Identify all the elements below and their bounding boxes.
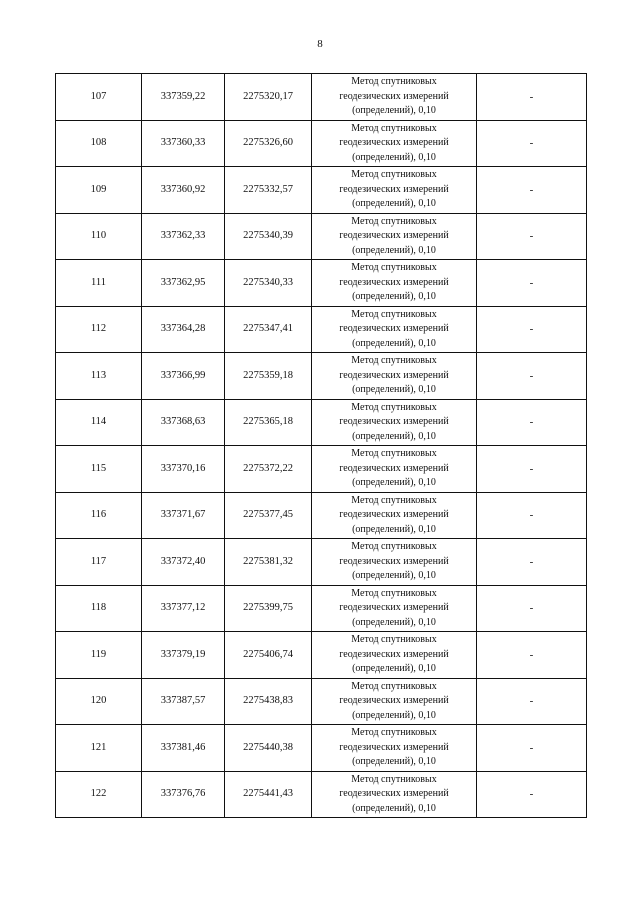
x-coordinate-cell: 337376,76 — [142, 771, 225, 818]
table-row — [56, 353, 587, 400]
x-coordinate-cell: 337372,40 — [142, 539, 225, 586]
method-text-line: геодезических измерений — [339, 183, 449, 195]
table-row — [56, 260, 587, 307]
point-number-cell: 110 — [56, 213, 142, 260]
table-row — [56, 399, 587, 446]
method-text-line: (определений), 0,10 — [352, 198, 436, 209]
error-cell: - — [477, 167, 587, 214]
y-coordinate-cell: 2275441,43 — [225, 771, 312, 818]
point-number-cell: 120 — [56, 678, 142, 725]
method-cell — [312, 725, 477, 772]
point-number-cell: 111 — [56, 260, 142, 307]
y-coordinate-cell: 2275372,22 — [225, 446, 312, 493]
method-text-line: Метод спутниковых — [351, 773, 437, 785]
table-row — [56, 585, 587, 632]
table-row — [56, 306, 587, 353]
x-coordinate-cell: 337362,95 — [142, 260, 225, 307]
table-row — [56, 678, 587, 725]
y-coordinate-cell: 2275406,74 — [225, 632, 312, 679]
y-coordinate-cell: 2275320,17 — [225, 74, 312, 121]
method-text-line: геодезических измерений — [339, 509, 449, 520]
y-coordinate-cell: 2275326,60 — [225, 120, 312, 167]
method-text-line: геодезических измерений — [339, 323, 449, 334]
x-coordinate-cell: 337360,92 — [142, 167, 225, 214]
method-text-line: (определений), 0,10 — [352, 291, 436, 302]
y-coordinate-cell: 2275365,18 — [225, 399, 312, 446]
error-cell: - — [477, 446, 587, 493]
y-coordinate-cell: 2275340,33 — [225, 260, 312, 307]
point-number-cell: 112 — [56, 306, 142, 353]
method-text-line: Метод спутниковых — [351, 355, 437, 366]
method-text-line: Метод спутниковых — [351, 680, 437, 692]
method-text-line: (определений), 0,10 — [352, 616, 436, 628]
method-cell — [312, 260, 477, 307]
method-text-line: Метод спутниковых — [351, 587, 437, 599]
point-number-cell: 119 — [56, 632, 142, 679]
method-text-line: (определений), 0,10 — [352, 337, 436, 349]
method-cell — [312, 353, 477, 400]
x-coordinate-cell: 337359,22 — [142, 74, 225, 121]
method-text-line: Метод спутниковых — [351, 541, 437, 552]
point-number-cell: 116 — [56, 492, 142, 539]
method-text-line: Метод спутниковых — [351, 401, 437, 413]
x-coordinate-cell: 337387,57 — [142, 678, 225, 725]
error-cell: - — [477, 260, 587, 307]
point-number-cell: 121 — [56, 725, 142, 772]
method-text-line: Метод спутниковых — [351, 727, 437, 738]
x-coordinate-cell: 337360,33 — [142, 120, 225, 167]
coordinates-table — [55, 73, 587, 818]
method-cell — [312, 167, 477, 214]
method-text-line: (определений), 0,10 — [352, 244, 436, 256]
method-text-line: геодезических измерений — [339, 648, 449, 660]
table-row — [56, 120, 587, 167]
error-cell: - — [477, 399, 587, 446]
method-text-line: (определений), 0,10 — [352, 477, 436, 488]
error-cell: - — [477, 120, 587, 167]
method-text-line: (определений), 0,10 — [352, 105, 436, 116]
y-coordinate-cell: 2275359,18 — [225, 353, 312, 400]
x-coordinate-cell: 337371,67 — [142, 492, 225, 539]
method-text-line: геодезических измерений — [339, 695, 449, 706]
x-coordinate-cell: 337364,28 — [142, 306, 225, 353]
method-cell — [312, 492, 477, 539]
method-cell — [312, 446, 477, 493]
error-cell: - — [477, 539, 587, 586]
method-text-line: (определений), 0,10 — [352, 756, 436, 767]
method-cell — [312, 771, 477, 818]
method-text-line: геодезических измерений — [339, 555, 449, 567]
error-cell: - — [477, 678, 587, 725]
error-cell: - — [477, 492, 587, 539]
y-coordinate-cell: 2275399,75 — [225, 585, 312, 632]
method-text-line: Метод спутниковых — [351, 448, 437, 459]
method-text-line: геодезических измерений — [339, 369, 449, 381]
method-text-line: геодезических измерений — [339, 416, 449, 427]
y-coordinate-cell: 2275440,38 — [225, 725, 312, 772]
x-coordinate-cell: 337366,99 — [142, 353, 225, 400]
method-text-line: Метод спутниковых — [351, 215, 437, 227]
y-coordinate-cell: 2275381,32 — [225, 539, 312, 586]
point-number-cell: 109 — [56, 167, 142, 214]
point-number-cell: 122 — [56, 771, 142, 818]
method-text-line: Метод спутниковых — [351, 76, 437, 87]
method-text-line: геодезических измерений — [339, 90, 449, 102]
error-cell: - — [477, 74, 587, 121]
y-coordinate-cell: 2275332,57 — [225, 167, 312, 214]
table-row — [56, 74, 587, 121]
table-row — [56, 539, 587, 586]
method-text-line: (определений), 0,10 — [352, 802, 436, 814]
x-coordinate-cell: 337368,63 — [142, 399, 225, 446]
method-cell — [312, 306, 477, 353]
method-cell — [312, 399, 477, 446]
point-number-cell: 108 — [56, 120, 142, 167]
table-row — [56, 213, 587, 260]
method-cell — [312, 585, 477, 632]
method-cell — [312, 213, 477, 260]
method-text-line: Метод спутниковых — [351, 494, 437, 506]
method-text-line: (определений), 0,10 — [352, 151, 436, 163]
method-text-line: геодезических измерений — [339, 741, 449, 753]
method-text-line: геодезических измерений — [339, 137, 449, 148]
point-number-cell: 113 — [56, 353, 142, 400]
method-cell — [312, 74, 477, 121]
method-text-line: геодезических измерений — [339, 462, 449, 474]
x-coordinate-cell: 337379,19 — [142, 632, 225, 679]
method-cell — [312, 120, 477, 167]
method-text-line: (определений), 0,10 — [352, 709, 436, 721]
table-row — [56, 167, 587, 214]
method-text-line: геодезических измерений — [339, 230, 449, 241]
y-coordinate-cell: 2275347,41 — [225, 306, 312, 353]
error-cell: - — [477, 632, 587, 679]
x-coordinate-cell: 337381,46 — [142, 725, 225, 772]
method-text-line: Метод спутниковых — [351, 262, 437, 273]
method-text-line: Метод спутниковых — [351, 308, 437, 320]
y-coordinate-cell: 2275340,39 — [225, 213, 312, 260]
point-number-cell: 118 — [56, 585, 142, 632]
method-text-line: Метод спутниковых — [351, 122, 437, 134]
point-number-cell: 114 — [56, 399, 142, 446]
error-cell: - — [477, 585, 587, 632]
error-cell: - — [477, 213, 587, 260]
table-row — [56, 446, 587, 493]
point-number-cell: 115 — [56, 446, 142, 493]
table-row — [56, 725, 587, 772]
method-cell — [312, 678, 477, 725]
method-text-line: геодезических измерений — [339, 602, 449, 613]
method-text-line: (определений), 0,10 — [352, 523, 436, 535]
table-row — [56, 632, 587, 679]
point-number-cell: 117 — [56, 539, 142, 586]
x-coordinate-cell: 337370,16 — [142, 446, 225, 493]
method-text-line: геодезических измерений — [339, 788, 449, 799]
table-row — [56, 492, 587, 539]
point-number-cell: 107 — [56, 74, 142, 121]
error-cell: - — [477, 725, 587, 772]
method-text-line: Метод спутниковых — [351, 634, 437, 645]
error-cell: - — [477, 353, 587, 400]
page-number: 8 — [317, 38, 323, 50]
method-cell — [312, 539, 477, 586]
y-coordinate-cell: 2275377,45 — [225, 492, 312, 539]
error-cell: - — [477, 771, 587, 818]
method-text-line: геодезических измерений — [339, 276, 449, 288]
method-text-line: Метод спутниковых — [351, 169, 437, 180]
method-text-line: (определений), 0,10 — [352, 663, 436, 674]
table-row — [56, 771, 587, 818]
method-text-line: (определений), 0,10 — [352, 430, 436, 442]
coordinates-table-body — [56, 74, 587, 818]
x-coordinate-cell: 337377,12 — [142, 585, 225, 632]
y-coordinate-cell: 2275438,83 — [225, 678, 312, 725]
method-text-line: (определений), 0,10 — [352, 384, 436, 395]
x-coordinate-cell: 337362,33 — [142, 213, 225, 260]
method-text-line: (определений), 0,10 — [352, 570, 436, 581]
error-cell: - — [477, 306, 587, 353]
method-cell — [312, 632, 477, 679]
